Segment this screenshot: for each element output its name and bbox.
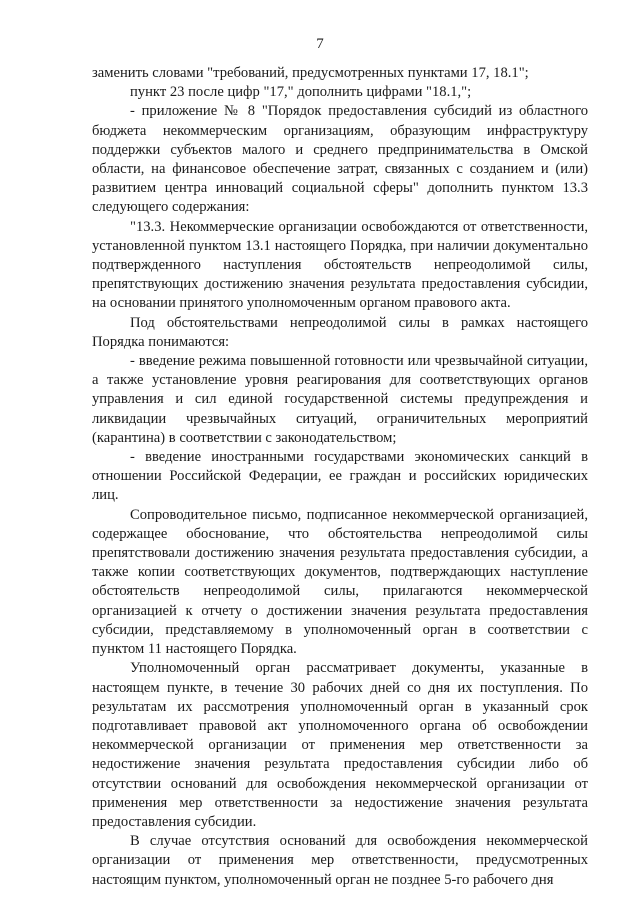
paragraph-8: Сопроводительное письмо, подписанное некоммерческой организацией, содержащее обоснование, что обстоятельства непреодолимой силы препятствовали достижению значения результата предоставления субсидии, а также копии соответствующих документов, подтверждающих наступление обстоятельств непреодолимой силы, прилагаются некоммерческой организацией к отчету о достижении значения результата предоставления субсидии, представляемому в уполномоченный орган в соответствии с пунктом 11 настоящего Порядка. [92,506,588,658]
paragraph-9: Уполномоченный орган рассматривает документы, указанные в настоящем пункте, в течение 30 рабочих дней со дня их поступления. По результатам их рассмотрения уполномоченный орган в указанный срок подготавливает правовой акт уполномоченного органа об освобождении некоммерческой организации от применения мер ответственности за недостижение значения результата предоставления субсидии либо об отсутствии оснований для освобождения некоммерческой организации от применения мер ответственности за недостижение значения результата предоставления субсидии. [92,660,588,830]
paragraph-5: Под обстоятельствами непреодолимой силы в рамках настоящего Порядка понимаются: [92,314,588,350]
document-body [92,64,588,890]
paragraph-1: заменить словами "требований, предусмотренных пунктами 17, 18.1"; [92,65,529,81]
paragraph-4: "13.3. Некоммерческие организации освобождаются от ответственности, установленной пунктом 13.1 настоящего Порядка, при наличии документально подтвержденного наступления обстоятельств непреодолимой силы, препятствующих достижению значения результата предоставления субсидии, на основании принятого уполномоченным органом правового акта. [92,218,588,312]
paragraph-3: - приложение № 8 "Порядок предоставления субсидий из областного бюджета некоммерческим организациям, образующим инфраструктуру поддержки субъектов малого и среднего предпринимательства в Омской области, на финансовое обеспечение затрат, связанных с созданием и (или) развитием центра инноваций социальной сферы" дополнить пунктом 13.3 следующего содержания: [92,103,588,216]
page-number: 7 [316,36,324,52]
paragraph-10: В случае отсутствия оснований для освобождения некоммерческой организации от применения мер ответственности, предусмотренных настоящим пунктом, уполномоченный орган не позднее 5-го рабочего дня [92,833,588,888]
paragraph-6: - введение режима повышенной готовности или чрезвычайной ситуации, а также установление уровня реагирования для соответствующих органов управления и сил единой государственной системы предупреждения и ликвидации чрезвычайных ситуаций, ограничительных мероприятий (карантина) в соответствии с законодательством; [92,353,588,446]
paragraph-2: пункт 23 после цифр "17," дополнить цифрами "18.1,"; [130,84,472,101]
paragraph-7: - введение иностранными государствами экономических санкций в отношении Российской Федерации, ее граждан и российских юридических лиц. [92,449,588,504]
